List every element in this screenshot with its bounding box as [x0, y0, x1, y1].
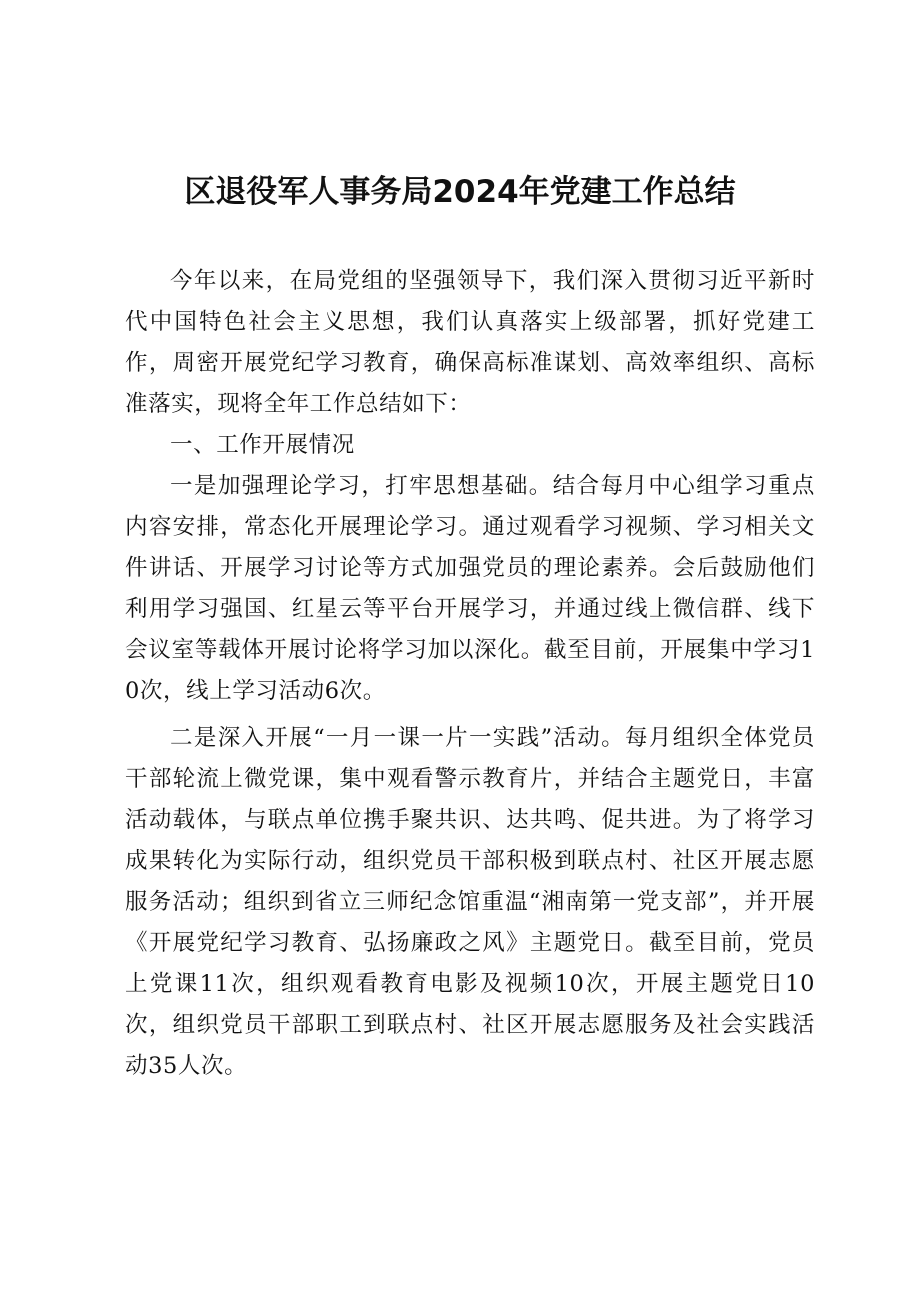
- document-title: 区退役军人事务局2024年党建工作总结: [184, 174, 736, 210]
- section-heading: 一、工作开展情况: [170, 432, 355, 458]
- paragraph-1: 一是加强理论学习，打牢思想基础。结合每月中心组学习重点内容安排，常态化开展理论学习。通过观看学习视频、学习相关文件讲话、开展学习讨论等方式加强党员的理论素养。会后鼓励他们利用学习强国、红星云等平台开展学习，并通过线上微信群、线下会议室等载体开展讨论将学习加以深化。截至目前，开展集中学习10次，线上学习活动6次。: [125, 473, 815, 704]
- document-body: [125, 261, 815, 1087]
- paragraph-2: 二是深入开展“一月一课一片一实践”活动。每月组织全体党员干部轮流上微党课，集中观看警示教育片，并结合主题党日，丰富活动载体，与联点单位携手聚共识、达共鸣、促共进。为了将学习成果转化为实际行动，组织党员干部积极到联点村、社区开展志愿服务活动；组织到省立三师纪念馆重温“湘南第一党支部”，并开展《开展党纪学习教育、弘扬廉政之风》主题党日。截至目前，党员上党课11次，组织观看教育电影及视频10次，开展主题党日10次，组织党员干部职工到联点村、社区开展志愿服务及社会实践活动35人次。: [125, 725, 815, 1079]
- intro-paragraph: 今年以来，在局党组的坚强领导下，我们深入贯彻习近平新时代中国特色社会主义思想，我们认真落实上级部署，抓好党建工作，周密开展党纪学习教育，确保高标准谋划、高效率组织、高标准落实，现将全年工作总结如下：: [125, 268, 815, 417]
